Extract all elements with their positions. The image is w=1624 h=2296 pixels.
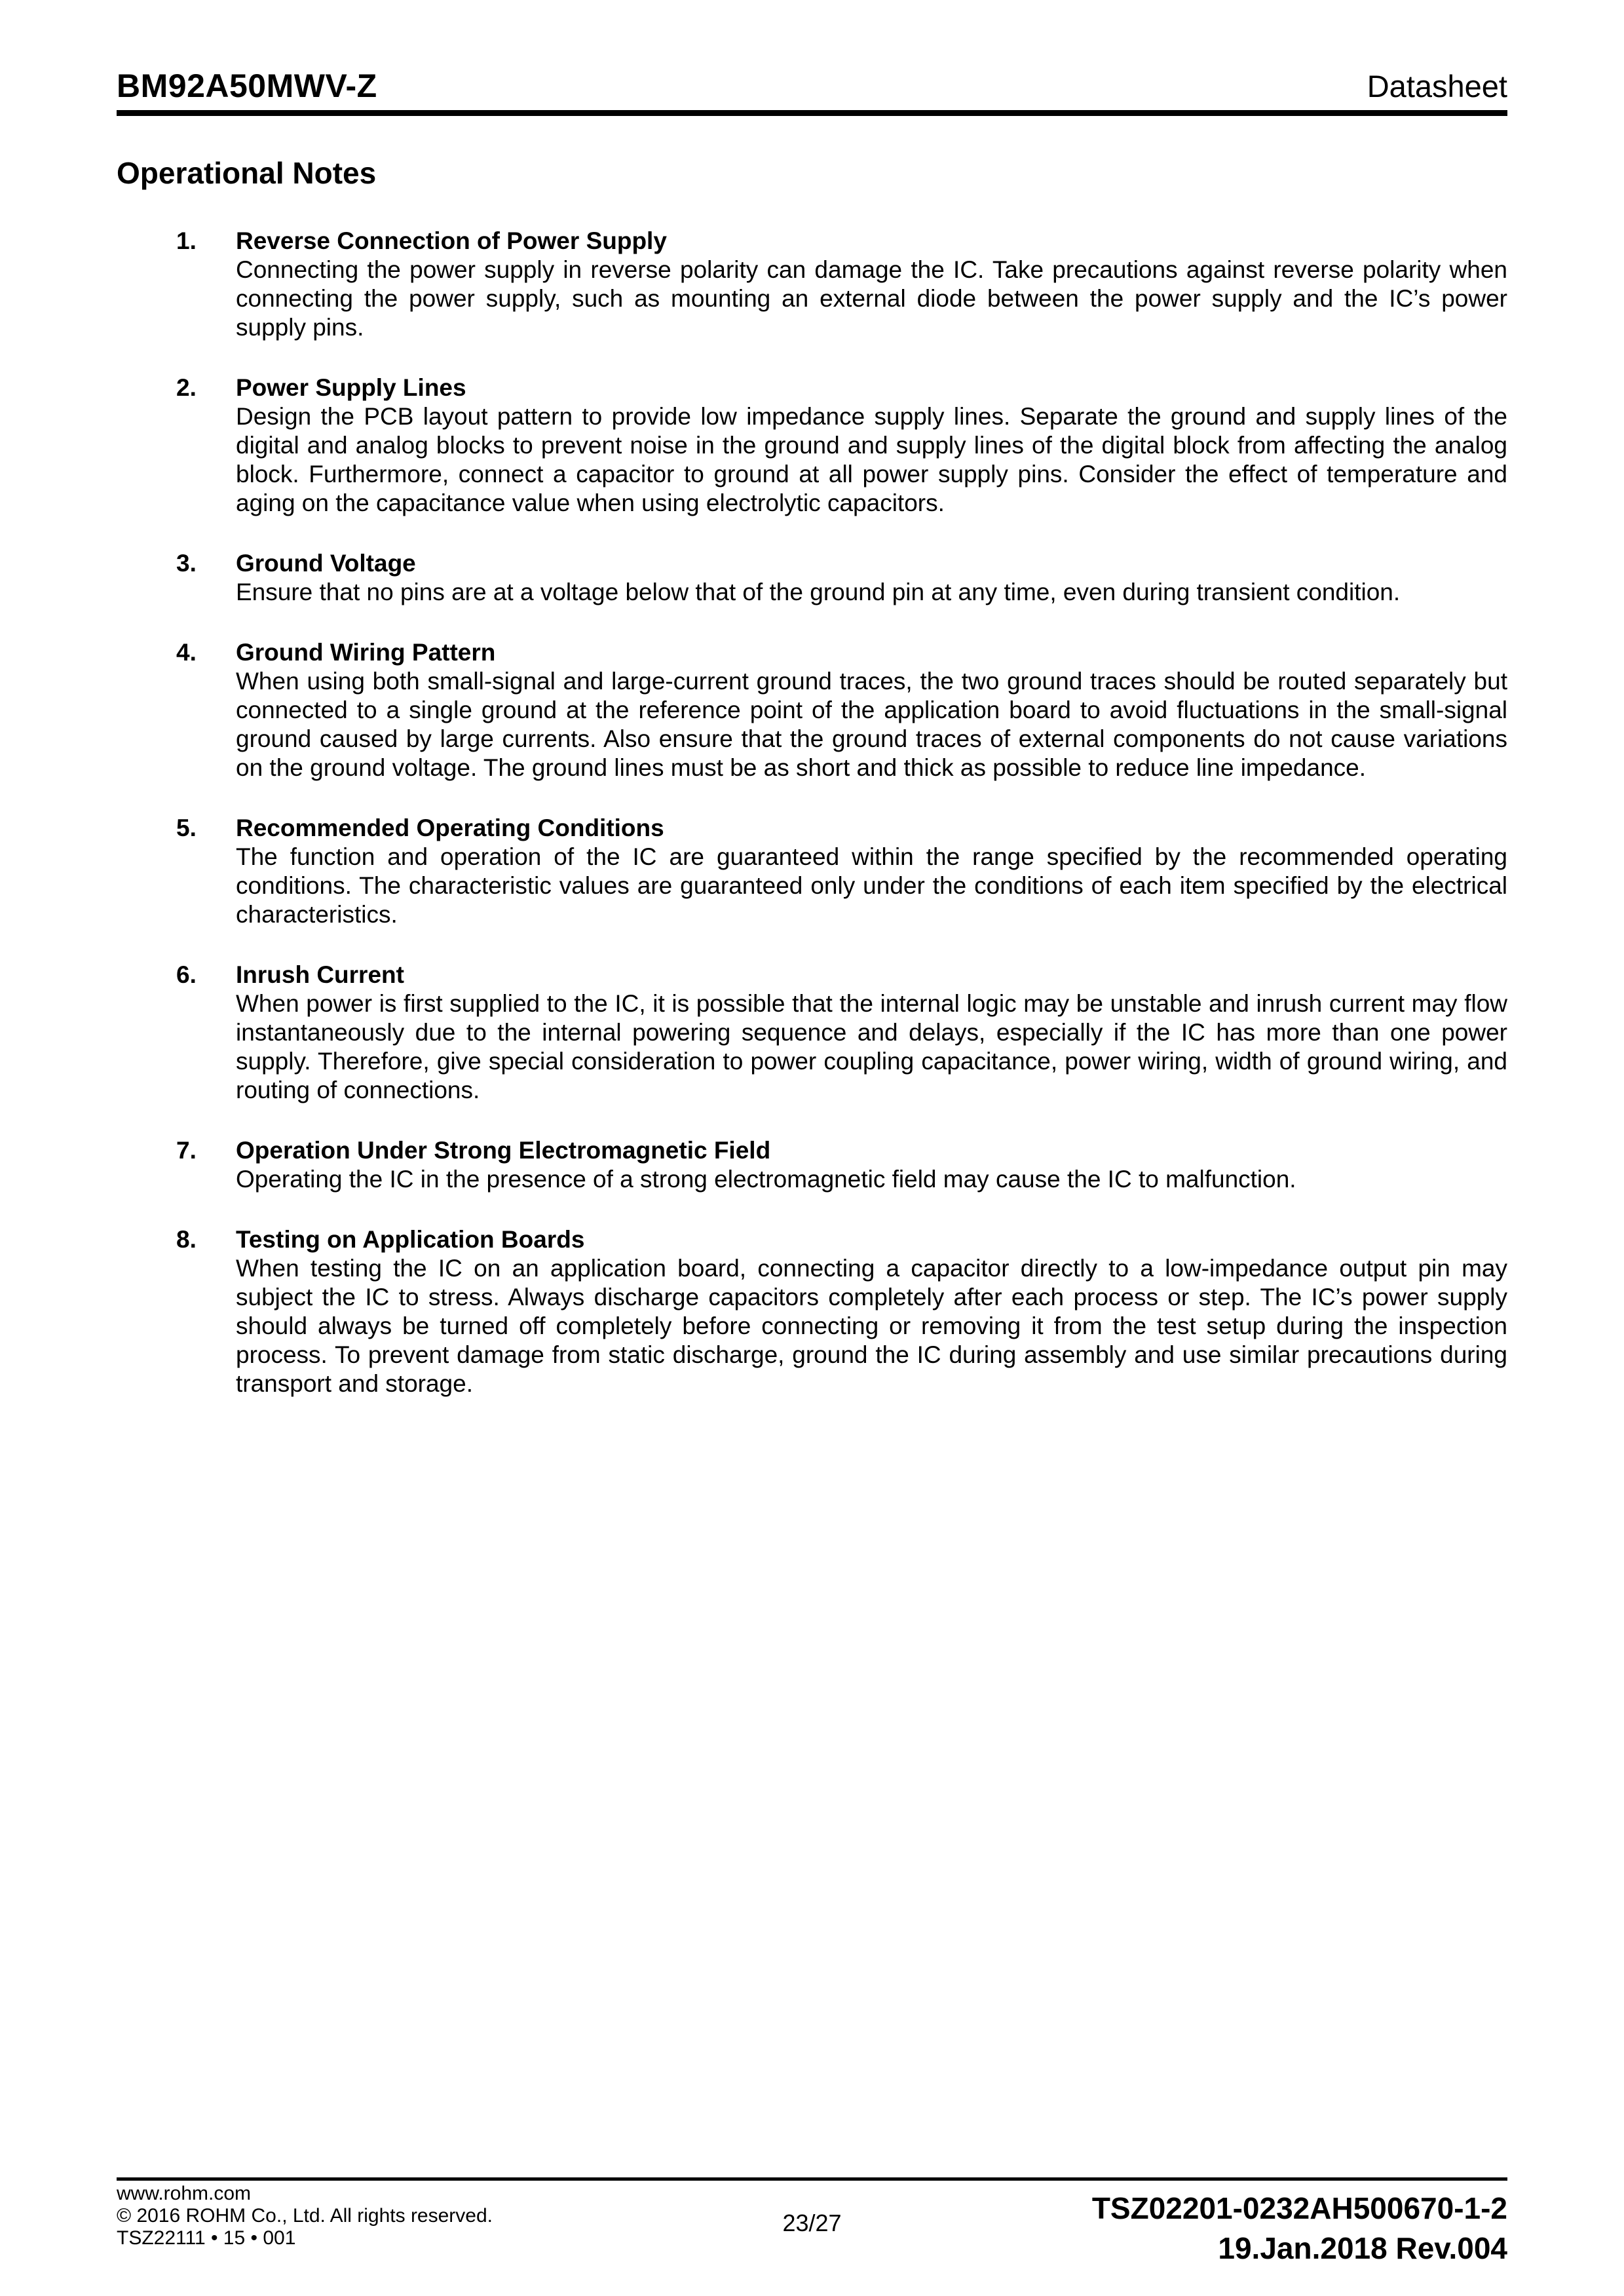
section-content bbox=[236, 961, 1507, 1105]
section-number: 1. bbox=[176, 227, 197, 254]
section-body: The function and operation of the IC are guaranteed within the range specified by the recommended operating conditions. The characteristic values are guaranteed only under the conditions of each item specified by the electrical characteristics. bbox=[236, 843, 1507, 928]
section-body: Design the PCB layout pattern to provide low impedance supply lines. Separate the ground and supply lines of the digital and analog blocks to prevent noise in the ground and supply lines of the digital block from affecting the analog block. Furthermore, connect a capacitor to ground at all power supply pins. Consider the effect of temperature and aging on the capacitance value when using electrolytic capacitors. bbox=[236, 403, 1507, 516]
footer-right-block bbox=[1092, 2189, 1507, 2268]
rohm-website-link[interactable]: www.rohm.com bbox=[117, 2183, 252, 2204]
note-section-7 bbox=[117, 1136, 1507, 1194]
section-number: 6. bbox=[176, 961, 197, 988]
section-body: When power is first supplied to the IC, it is possible that the internal logic may be unstable and inrush current may flow instantaneously due to the internal powering sequence and delays, especially if the IC has more than one power supply. Therefore, give special consideration to power coupling capacitance, power wiring, width of ground wiring, and routing of connections. bbox=[236, 990, 1507, 1103]
section-heading: Ground Voltage bbox=[236, 550, 416, 577]
footer-divider bbox=[117, 2177, 1507, 2181]
section-content bbox=[236, 814, 1507, 929]
section-heading: Power Supply Lines bbox=[236, 374, 466, 401]
section-body: Operating the IC in the presence of a strong electromagnetic field may cause the IC to malfunction. bbox=[236, 1166, 1296, 1193]
product-name: BM92A50MWV-Z bbox=[117, 67, 377, 104]
section-content bbox=[236, 1136, 1507, 1194]
page-number: 23/27 bbox=[782, 2210, 842, 2236]
note-section-5 bbox=[117, 814, 1507, 929]
note-section-4 bbox=[117, 638, 1507, 782]
document-type-label: Datasheet bbox=[1367, 69, 1507, 104]
section-number: 5. bbox=[176, 814, 197, 841]
note-section-1 bbox=[117, 227, 1507, 342]
section-content bbox=[236, 373, 1507, 518]
note-section-8 bbox=[117, 1225, 1507, 1398]
document-number: TSZ02201-0232AH500670-1-2 bbox=[1091, 2191, 1507, 2225]
header-divider bbox=[117, 110, 1507, 116]
page-header bbox=[117, 67, 1507, 105]
section-heading: Operation Under Strong Electromagnetic Field bbox=[236, 1137, 771, 1164]
section-content bbox=[236, 549, 1507, 607]
footer-doc-code: TSZ22111 • 15 • 001 bbox=[117, 2227, 296, 2249]
page-title: Operational Notes bbox=[117, 156, 377, 190]
section-heading: Inrush Current bbox=[236, 961, 404, 988]
section-heading: Recommended Operating Conditions bbox=[236, 814, 664, 841]
note-section-2 bbox=[117, 373, 1507, 518]
section-body: When testing the IC on an application board, connecting a capacitor directly to a low-impedance output pin may subject the IC to stress. Always discharge capacitors completely after each process or step. The IC’s power supply should always be turned off completely before connecting or removing it from the test setup during the inspection process. To prevent damage from static discharge, ground the IC during assembly and use similar precautions during transport and storage. bbox=[236, 1255, 1507, 1397]
operational-notes-list bbox=[117, 227, 1507, 1430]
section-number: 7. bbox=[176, 1137, 197, 1164]
section-number: 8. bbox=[176, 1226, 197, 1253]
section-content bbox=[236, 227, 1507, 342]
section-body: Connecting the power supply in reverse polarity can damage the IC. Take precautions against reverse polarity when connecting the power supply, such as mounting an external diode between the power supply and the IC’s power supply pins. bbox=[236, 256, 1507, 341]
section-content bbox=[236, 638, 1507, 782]
revision-date: 19.Jan.2018 Rev.004 bbox=[1218, 2231, 1507, 2265]
section-heading: Reverse Connection of Power Supply bbox=[236, 227, 667, 254]
note-section-3 bbox=[117, 549, 1507, 607]
section-number: 3. bbox=[176, 550, 197, 577]
copyright-notice: © 2016 ROHM Co., Ltd. All rights reserved. bbox=[117, 2205, 493, 2227]
section-content bbox=[236, 1225, 1507, 1398]
section-number: 2. bbox=[176, 374, 197, 401]
section-heading: Ground Wiring Pattern bbox=[236, 639, 496, 666]
section-heading: Testing on Application Boards bbox=[236, 1226, 585, 1253]
section-body: When using both small-signal and large-current ground traces, the two ground traces should be routed separately but connected to a single ground at the reference point of the application board to avoid fluctuations in the small-signal ground caused by large currents. Also ensure that the ground traces of external components do not cause variations on the ground voltage. The ground lines must be as short and thick as possible to reduce line impedance. bbox=[236, 668, 1507, 781]
section-body: Ensure that no pins are at a voltage below that of the ground pin at any time, even during transient condition. bbox=[236, 579, 1401, 605]
note-section-6 bbox=[117, 961, 1507, 1105]
section-number: 4. bbox=[176, 639, 197, 666]
